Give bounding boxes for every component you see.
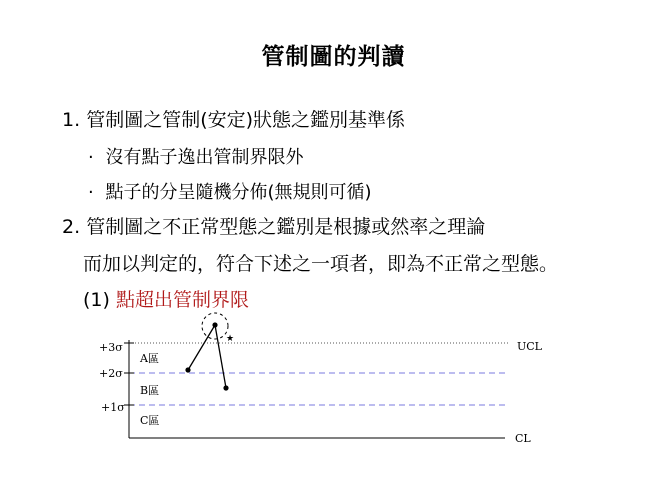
bullet-marker: · [88, 182, 94, 203]
data-path [188, 325, 226, 388]
bullet-text: 點子的分呈隨機分佈(無規則可循) [105, 182, 372, 203]
data-point [185, 367, 190, 372]
star-icon: ★ [226, 334, 235, 344]
item-1-text: 管制圖之管制(安定)狀態之鑑別基準係 [86, 109, 406, 131]
label-cl: CL [515, 432, 531, 445]
item-1-number: 1. [62, 109, 81, 131]
label-2sigma: +2σ [99, 367, 123, 380]
label-3sigma: +3σ [99, 341, 123, 354]
item-2-text: 管制圖之不正常型態之鑑別是根據或然率之理論 [86, 216, 486, 238]
page-title: 管制圖的判讀 [261, 44, 406, 70]
sub-item-1-number: (1) [83, 289, 110, 311]
zone-c-label: C區 [140, 414, 160, 427]
data-point-out-of-control [212, 322, 217, 327]
label-ucl: UCL [517, 340, 542, 353]
bullet-marker: · [88, 147, 94, 168]
sub-item-1-text: 點超出管制界限 [115, 289, 249, 311]
item-2-number: 2. [62, 216, 81, 238]
zone-a-label: A區 [140, 352, 159, 365]
bullet-text: 沒有點子逸出管制界限外 [105, 147, 304, 168]
zone-b-label: B區 [140, 384, 160, 397]
label-1sigma: +1σ [101, 401, 125, 414]
item-2-continuation: 而加以判定的，符合下述之一項者，即為不正常之型態。 [83, 253, 559, 275]
data-point [223, 385, 228, 390]
